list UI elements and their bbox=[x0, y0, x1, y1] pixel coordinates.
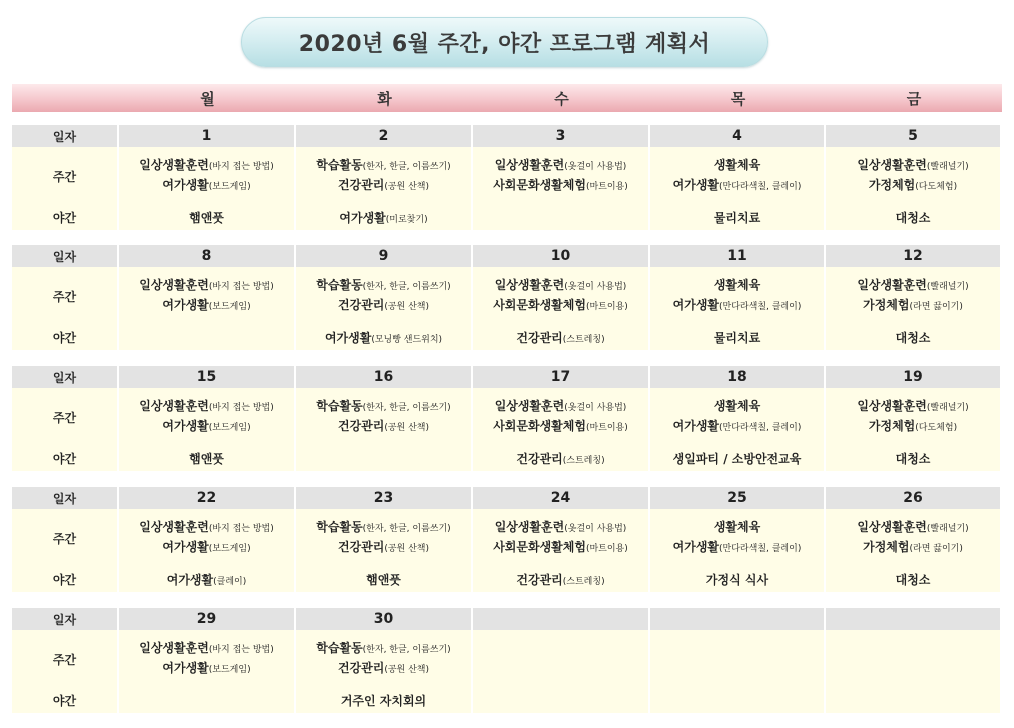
date-cell bbox=[826, 608, 1002, 630]
date-row bbox=[12, 487, 1002, 509]
daytime-program-2-title: 여가생활 bbox=[162, 661, 209, 675]
night-label: 야간 bbox=[52, 694, 77, 708]
daytime-program-2 bbox=[296, 538, 471, 555]
weekday-header bbox=[12, 84, 1002, 112]
daytime-program-1 bbox=[473, 518, 648, 535]
daytime-program-2-title: 여가생활 bbox=[162, 178, 209, 192]
daytime-program-1-title: 학습활동 bbox=[316, 278, 363, 292]
daytime-program-1-title: 학습활동 bbox=[316, 520, 363, 534]
night-program bbox=[650, 571, 824, 588]
program-cell bbox=[296, 267, 473, 350]
daytime-program-1 bbox=[119, 276, 294, 293]
daytime-program-2-detail: (공원 산책) bbox=[384, 182, 430, 192]
daytime-program-2-title: 사회문화생활체험 bbox=[493, 540, 586, 554]
daytime-program-2-detail: (마트이용) bbox=[585, 423, 628, 433]
program-cell bbox=[296, 388, 473, 471]
date-cell: 12 bbox=[826, 245, 1002, 267]
daytime-label: 주간 bbox=[52, 653, 77, 667]
daytime-program-2-detail: (다도체험) bbox=[915, 182, 958, 192]
daytime-program-1-title: 생활체육 bbox=[713, 158, 761, 172]
daytime-program-1 bbox=[650, 156, 824, 173]
date-cell: 9 bbox=[296, 245, 473, 267]
date-cell: 8 bbox=[119, 245, 296, 267]
night-program-title: 대청소 bbox=[895, 331, 931, 345]
daytime-label: 주간 bbox=[52, 532, 77, 546]
night-program-title: 건강관리 bbox=[516, 452, 563, 466]
program-cell bbox=[296, 630, 473, 713]
daytime-program-1 bbox=[296, 156, 471, 173]
night-program-detail: (미로찾기) bbox=[385, 215, 428, 225]
daytime-program-2-title: 여가생활 bbox=[162, 298, 209, 312]
daytime-program-1-title: 일상생활훈련 bbox=[857, 278, 927, 292]
daytime-program-2-detail: (만다라색칠, 클레이) bbox=[719, 423, 802, 433]
week-block bbox=[12, 487, 1002, 592]
night-program-detail: (클레이) bbox=[213, 577, 247, 587]
daytime-program-2-title: 건강관리 bbox=[337, 540, 385, 554]
daytime-program-2-detail: (라면 끓이기) bbox=[909, 302, 963, 312]
date-row-label: 일자 bbox=[12, 608, 119, 630]
date-row-label: 일자 bbox=[12, 366, 119, 388]
daytime-program-1 bbox=[650, 276, 824, 293]
night-label: 야간 bbox=[52, 452, 77, 466]
period-labels bbox=[12, 147, 119, 230]
program-cell bbox=[650, 630, 826, 713]
program-cell bbox=[473, 630, 650, 713]
period-labels bbox=[12, 509, 119, 592]
date-cell: 24 bbox=[473, 487, 650, 509]
night-program bbox=[473, 450, 648, 467]
daytime-program-1-title: 일상생활훈련 bbox=[494, 278, 565, 292]
night-program-title: 건강관리 bbox=[516, 573, 563, 587]
program-cell bbox=[473, 147, 650, 230]
daytime-program-1-title: 일상생활훈련 bbox=[494, 520, 565, 534]
weekday-mon: 월 bbox=[200, 89, 215, 108]
daytime-program-1-detail: (한자, 한글, 이름쓰기) bbox=[362, 282, 451, 292]
daytime-program-2-detail: (만다라색칠, 클레이) bbox=[719, 182, 802, 192]
week-block bbox=[12, 245, 1002, 350]
date-cell: 23 bbox=[296, 487, 473, 509]
night-program-title: 햄앤풋 bbox=[189, 452, 224, 466]
daytime-label: 주간 bbox=[52, 290, 77, 304]
daytime-program-1-detail: (옷걸이 사용법) bbox=[564, 524, 627, 534]
date-cell: 15 bbox=[119, 366, 296, 388]
night-program-title: 생일파티 / 소방안전교육 bbox=[672, 452, 802, 466]
daytime-program-2-detail: (보드게임) bbox=[208, 302, 251, 312]
period-labels bbox=[12, 388, 119, 471]
daytime-program-2 bbox=[119, 176, 294, 193]
night-program-detail: (스트레칭) bbox=[562, 577, 605, 587]
date-cell: 1 bbox=[119, 125, 296, 147]
weekday-thu: 목 bbox=[730, 89, 746, 108]
program-cell bbox=[826, 630, 1002, 713]
daytime-program-2-title: 사회문화생활체험 bbox=[493, 298, 586, 312]
daytime-program-1-title: 학습활동 bbox=[316, 641, 363, 655]
daytime-program-2-title: 가정체험 bbox=[863, 298, 910, 312]
period-labels bbox=[12, 267, 119, 350]
daytime-program-1-title: 생활체육 bbox=[713, 278, 761, 292]
daytime-program-1-title: 일상생활훈련 bbox=[139, 641, 209, 655]
night-program bbox=[650, 209, 824, 226]
daytime-program-1-title: 생활체육 bbox=[713, 399, 761, 413]
daytime-program-2 bbox=[826, 417, 1000, 434]
daytime-program-1-title: 일상생활훈련 bbox=[857, 399, 927, 413]
daytime-program-2-title: 가정체험 bbox=[868, 419, 916, 433]
night-program bbox=[119, 450, 294, 467]
night-program bbox=[296, 571, 471, 588]
night-program bbox=[119, 209, 294, 226]
date-row bbox=[12, 125, 1002, 147]
program-cell bbox=[296, 509, 473, 592]
daytime-program-2 bbox=[826, 538, 1000, 555]
daytime-program-2 bbox=[650, 417, 824, 434]
daytime-program-1-detail: (바지 접는 방법) bbox=[208, 524, 274, 534]
date-cell bbox=[473, 608, 650, 630]
daytime-program-1-detail: (빨래널기) bbox=[926, 403, 969, 413]
daytime-program-1 bbox=[826, 397, 1000, 414]
daytime-program-1 bbox=[296, 276, 471, 293]
daytime-program-1-title: 일상생활훈련 bbox=[139, 399, 209, 413]
date-cell: 11 bbox=[650, 245, 826, 267]
night-program bbox=[296, 692, 471, 709]
date-cell: 25 bbox=[650, 487, 826, 509]
daytime-program-2-detail: (마트이용) bbox=[585, 302, 628, 312]
night-program-title: 햄앤풋 bbox=[366, 573, 401, 587]
daytime-program-2-title: 사회문화생활체험 bbox=[493, 178, 586, 192]
date-row bbox=[12, 366, 1002, 388]
date-cell: 19 bbox=[826, 366, 1002, 388]
daytime-program-1-title: 일상생활훈련 bbox=[139, 520, 209, 534]
daytime-program-2-title: 여가생활 bbox=[672, 178, 720, 192]
night-label: 야간 bbox=[52, 331, 77, 345]
daytime-program-2-title: 가정체험 bbox=[868, 178, 916, 192]
daytime-program-2 bbox=[650, 296, 824, 313]
date-row-label: 일자 bbox=[12, 245, 119, 267]
date-cell: 4 bbox=[650, 125, 826, 147]
daytime-program-2 bbox=[473, 296, 648, 313]
daytime-program-2 bbox=[119, 538, 294, 555]
daytime-program-2-title: 여가생활 bbox=[162, 419, 209, 433]
period-labels bbox=[12, 630, 119, 713]
daytime-program-1 bbox=[650, 518, 824, 535]
daytime-program-2-detail: (마트이용) bbox=[585, 182, 628, 192]
daytime-program-1-detail: (바지 접는 방법) bbox=[208, 162, 274, 172]
date-cell: 5 bbox=[826, 125, 1002, 147]
daytime-program-1-detail: (바지 접는 방법) bbox=[208, 403, 274, 413]
date-cell: 22 bbox=[119, 487, 296, 509]
program-cell bbox=[650, 509, 826, 592]
daytime-program-2 bbox=[296, 417, 471, 434]
weekday-fri: 금 bbox=[906, 89, 922, 108]
daytime-program-1-detail: (바지 접는 방법) bbox=[208, 645, 274, 655]
daytime-program-1-title: 일상생활훈련 bbox=[857, 158, 927, 172]
daytime-program-1 bbox=[119, 518, 294, 535]
daytime-program-2 bbox=[826, 296, 1000, 313]
date-row bbox=[12, 245, 1002, 267]
daytime-program-1-title: 일상생활훈련 bbox=[857, 520, 927, 534]
date-cell: 26 bbox=[826, 487, 1002, 509]
daytime-program-2 bbox=[473, 538, 648, 555]
date-cell: 10 bbox=[473, 245, 650, 267]
daytime-program-2-detail: (만다라색칠, 클레이) bbox=[719, 302, 802, 312]
daytime-program-1-detail: (한자, 한글, 이름쓰기) bbox=[362, 645, 451, 655]
daytime-program-2-detail: (공원 산책) bbox=[384, 665, 430, 675]
daytime-program-2 bbox=[473, 176, 648, 193]
daytime-program-2 bbox=[826, 176, 1000, 193]
daytime-program-2 bbox=[473, 417, 648, 434]
night-program-title: 건강관리 bbox=[516, 331, 563, 345]
night-program-title: 햄앤풋 bbox=[189, 211, 224, 225]
week-block bbox=[12, 125, 1002, 230]
daytime-program-2-detail: (보드게임) bbox=[208, 423, 251, 433]
daytime-program-2-title: 건강관리 bbox=[337, 419, 385, 433]
date-cell: 3 bbox=[473, 125, 650, 147]
daytime-program-1 bbox=[650, 397, 824, 414]
program-cell bbox=[119, 509, 296, 592]
date-cell: 30 bbox=[296, 608, 473, 630]
date-cell: 2 bbox=[296, 125, 473, 147]
weekday-header-blank bbox=[12, 84, 119, 112]
night-program-detail: (스트레칭) bbox=[562, 335, 605, 345]
night-program bbox=[826, 571, 1000, 588]
program-row bbox=[12, 509, 1002, 592]
daytime-program-1-detail: (빨래널기) bbox=[926, 524, 969, 534]
daytime-label: 주간 bbox=[52, 411, 77, 425]
night-program bbox=[473, 571, 648, 588]
program-cell bbox=[119, 147, 296, 230]
week-block bbox=[12, 366, 1002, 471]
program-cell bbox=[826, 388, 1002, 471]
daytime-program-1 bbox=[119, 639, 294, 656]
daytime-program-1-detail: (빨래널기) bbox=[926, 282, 969, 292]
date-row-label: 일자 bbox=[12, 125, 119, 147]
program-cell bbox=[119, 388, 296, 471]
night-program-detail: (모닝빵 샌드위치) bbox=[371, 335, 443, 345]
night-program bbox=[826, 209, 1000, 226]
night-program bbox=[650, 450, 824, 467]
daytime-program-2 bbox=[650, 538, 824, 555]
week-block bbox=[12, 608, 1002, 713]
daytime-program-2 bbox=[119, 417, 294, 434]
date-cell bbox=[650, 608, 826, 630]
daytime-program-1-detail: (한자, 한글, 이름쓰기) bbox=[362, 524, 451, 534]
daytime-program-1-detail: (한자, 한글, 이름쓰기) bbox=[362, 162, 451, 172]
daytime-program-2-title: 여가생활 bbox=[672, 298, 720, 312]
program-cell bbox=[650, 388, 826, 471]
weekday-wed: 수 bbox=[554, 89, 569, 108]
daytime-program-1 bbox=[296, 518, 471, 535]
night-program-detail: (스트레칭) bbox=[562, 456, 605, 466]
night-program-title: 여가생활 bbox=[324, 331, 372, 345]
daytime-program-1 bbox=[473, 156, 648, 173]
daytime-program-2 bbox=[650, 176, 824, 193]
daytime-program-2-detail: (공원 산책) bbox=[384, 544, 430, 554]
date-row-label: 일자 bbox=[12, 487, 119, 509]
night-program bbox=[296, 209, 471, 226]
daytime-program-2-detail: (공원 산책) bbox=[384, 302, 430, 312]
program-row bbox=[12, 630, 1002, 713]
daytime-program-2-detail: (라면 끓이기) bbox=[909, 544, 963, 554]
night-program-title: 여가생활 bbox=[339, 211, 386, 225]
daytime-program-1-title: 일상생활훈련 bbox=[494, 399, 565, 413]
program-cell bbox=[119, 630, 296, 713]
daytime-program-2-detail: (보드게임) bbox=[208, 182, 251, 192]
program-cell bbox=[826, 267, 1002, 350]
daytime-program-1-title: 일상생활훈련 bbox=[139, 278, 209, 292]
daytime-program-2-title: 건강관리 bbox=[337, 178, 385, 192]
daytime-program-2 bbox=[119, 296, 294, 313]
daytime-program-1-title: 일상생활훈련 bbox=[139, 158, 209, 172]
daytime-program-2-detail: (다도체험) bbox=[915, 423, 958, 433]
daytime-program-2 bbox=[296, 176, 471, 193]
daytime-program-2-title: 사회문화생활체험 bbox=[493, 419, 586, 433]
program-cell bbox=[826, 509, 1002, 592]
daytime-program-1-title: 일상생활훈련 bbox=[494, 158, 565, 172]
daytime-program-2-detail: (보드게임) bbox=[208, 544, 251, 554]
daytime-label: 주간 bbox=[52, 170, 77, 184]
night-program-title: 가정식 식사 bbox=[705, 573, 769, 587]
program-cell bbox=[826, 147, 1002, 230]
night-program-title: 물리치료 bbox=[713, 211, 761, 225]
night-program bbox=[826, 329, 1000, 346]
night-program bbox=[296, 329, 471, 346]
program-row bbox=[12, 147, 1002, 230]
daytime-program-1-title: 학습활동 bbox=[316, 158, 363, 172]
date-cell: 17 bbox=[473, 366, 650, 388]
daytime-program-1-title: 학습활동 bbox=[316, 399, 363, 413]
daytime-program-1-detail: (옷걸이 사용법) bbox=[564, 282, 627, 292]
daytime-program-2-title: 여가생활 bbox=[672, 419, 720, 433]
date-cell: 18 bbox=[650, 366, 826, 388]
night-program bbox=[650, 329, 824, 346]
program-cell bbox=[473, 267, 650, 350]
daytime-program-1 bbox=[296, 639, 471, 656]
night-program bbox=[119, 571, 294, 588]
night-program-title: 대청소 bbox=[895, 452, 931, 466]
night-program-title: 대청소 bbox=[895, 211, 931, 225]
program-cell bbox=[296, 147, 473, 230]
page-title: 2020년 6월 주간, 야간 프로그램 계획서 bbox=[241, 17, 768, 67]
daytime-program-1 bbox=[119, 156, 294, 173]
daytime-program-2-title: 건강관리 bbox=[337, 298, 385, 312]
daytime-program-1 bbox=[119, 397, 294, 414]
daytime-program-1 bbox=[296, 397, 471, 414]
night-program-title: 거주인 자치회의 bbox=[340, 694, 427, 708]
daytime-program-2-detail: (만다라색칠, 클레이) bbox=[719, 544, 802, 554]
night-program bbox=[473, 329, 648, 346]
daytime-program-2 bbox=[296, 296, 471, 313]
daytime-program-1-detail: (옷걸이 사용법) bbox=[564, 403, 627, 413]
daytime-program-1 bbox=[826, 156, 1000, 173]
daytime-program-1-detail: (빨래널기) bbox=[926, 162, 969, 172]
daytime-program-1 bbox=[473, 276, 648, 293]
daytime-program-2 bbox=[119, 659, 294, 676]
daytime-program-2-title: 여가생활 bbox=[162, 540, 209, 554]
program-cell bbox=[119, 267, 296, 350]
date-row bbox=[12, 608, 1002, 630]
daytime-program-2 bbox=[296, 659, 471, 676]
daytime-program-1 bbox=[826, 276, 1000, 293]
daytime-program-2-detail: (마트이용) bbox=[585, 544, 628, 554]
program-row bbox=[12, 267, 1002, 350]
daytime-program-2-title: 여가생활 bbox=[672, 540, 720, 554]
daytime-program-2-title: 가정체험 bbox=[863, 540, 910, 554]
program-cell bbox=[650, 147, 826, 230]
program-cell bbox=[650, 267, 826, 350]
night-label: 야간 bbox=[52, 211, 77, 225]
daytime-program-1-detail: (바지 접는 방법) bbox=[208, 282, 274, 292]
daytime-program-2-detail: (보드게임) bbox=[208, 665, 251, 675]
daytime-program-1 bbox=[826, 518, 1000, 535]
daytime-program-1-detail: (한자, 한글, 이름쓰기) bbox=[362, 403, 451, 413]
daytime-program-1 bbox=[473, 397, 648, 414]
daytime-program-1-detail: (옷걸이 사용법) bbox=[564, 162, 627, 172]
night-program-title: 물리치료 bbox=[713, 331, 761, 345]
program-cell bbox=[473, 388, 650, 471]
night-program-title: 여가생활 bbox=[166, 573, 214, 587]
program-row bbox=[12, 388, 1002, 471]
date-cell: 16 bbox=[296, 366, 473, 388]
daytime-program-2-title: 건강관리 bbox=[337, 661, 385, 675]
night-program-title: 대청소 bbox=[895, 573, 931, 587]
night-program bbox=[826, 450, 1000, 467]
date-cell: 29 bbox=[119, 608, 296, 630]
weekday-tue: 화 bbox=[377, 89, 392, 108]
daytime-program-2-detail: (공원 산책) bbox=[384, 423, 430, 433]
night-label: 야간 bbox=[52, 573, 77, 587]
program-cell bbox=[473, 509, 650, 592]
daytime-program-1-title: 생활체육 bbox=[713, 520, 761, 534]
